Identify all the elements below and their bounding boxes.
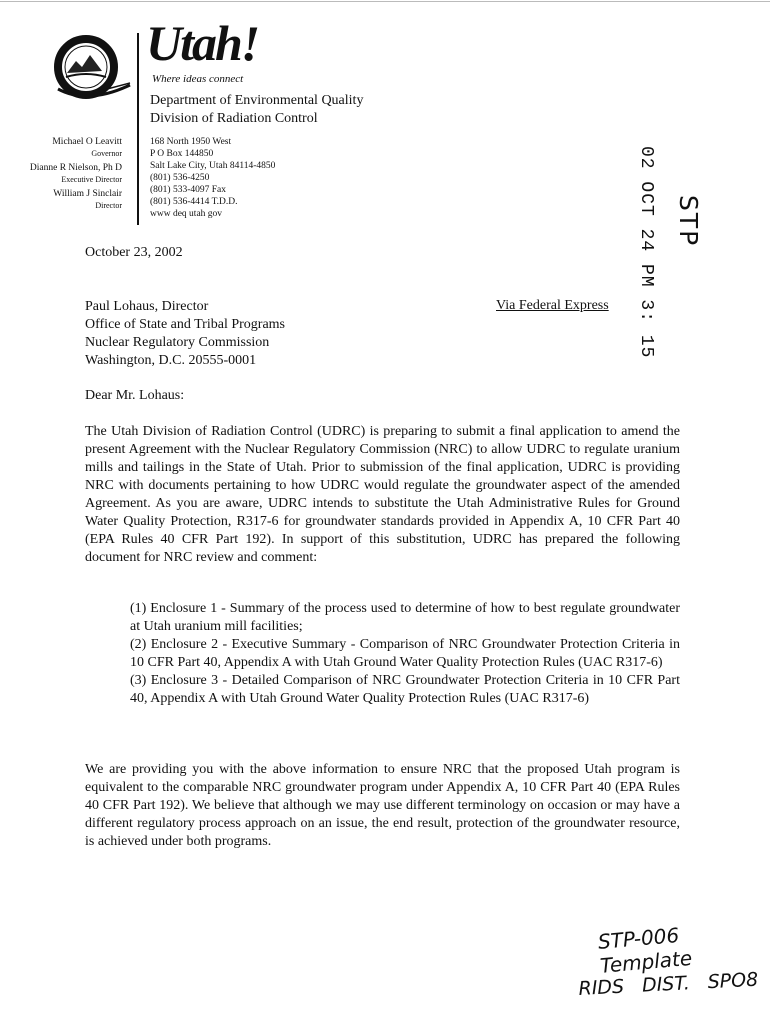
enclosure-item: (3) Enclosure 3 - Detailed Comparison of NRC Groundwater Protection Criteria in 10 CFR Part 40, Appendix A with Utah Ground Water Quality Protection Rules (UAC R317-6)	[130, 673, 680, 706]
page-edge-line	[0, 1, 770, 2]
department-block	[150, 92, 363, 128]
address-city: Salt Lake City, Utah 84114-4850	[150, 161, 276, 171]
officials-list	[0, 137, 122, 215]
address-web: www deq utah gov	[150, 209, 223, 219]
department-name: Department of Environmental Quality	[150, 93, 364, 108]
received-date-stamp: 02 OCT 24 PM 3: 15	[636, 146, 656, 359]
office-stamp: STP	[674, 195, 703, 248]
recipient-line: Office of State and Tribal Programs	[85, 317, 285, 332]
letter-date: October 23, 2002	[85, 245, 183, 260]
body-paragraph-1: The Utah Division of Radiation Control (UDRC) is preparing to submit a final application to amend the present Agreement with the Nuclear Regulatory Commission (NRC) to allow UDRC to regulate uranium mills and tailings in the State of Utah. Prior to submission of the final application, UDRC is providing NRC with documents pertaining to how UDRC would regulate the groundwater aspect of the amended Agreement. As you are aware, UDRC intends to substitute the Utah Administrative Rules for Ground Water Quality Protection, R317-6 for groundwater standards provided in Appendix A, 10 CFR Part 40 (EPA Rules 40 CFR Part 192). In support of this substitution, UDRC has prepared the following document for NRC review and comment:	[85, 424, 680, 565]
recipient-line: Paul Lohaus, Director	[85, 299, 209, 314]
address-po-box: P O Box 144850	[150, 149, 214, 159]
address-phone: (801) 536-4250	[150, 173, 210, 183]
handwritten-word: RIDS	[578, 975, 625, 1000]
recipient-line: Washington, D.C. 20555-0001	[85, 353, 257, 368]
handwritten-word: SPO8	[707, 968, 759, 994]
official-name: Michael O Leavitt	[52, 137, 122, 147]
address-block	[150, 136, 275, 220]
tagline: Where ideas connect	[152, 73, 244, 85]
handwritten-note-template: STP-006 Template	[597, 922, 694, 978]
official-title: Executive Director	[61, 175, 122, 184]
division-name: Division of Radiation Control	[150, 111, 318, 126]
official-name: Dianne R Nielson, Ph D	[29, 163, 122, 173]
letterhead-divider	[137, 33, 139, 225]
recipient-address	[85, 298, 285, 370]
enclosure-item: (1) Enclosure 1 - Summary of the process used to determine of how to best regulate groundwater at Utah uranium mill facilities;	[130, 601, 680, 634]
recipient-line: Nuclear Regulatory Commission	[85, 335, 270, 350]
address-fax: (801) 533-4097 Fax	[150, 185, 226, 195]
salutation: Dear Mr. Lohaus:	[85, 388, 185, 403]
enclosure-list	[130, 600, 680, 708]
utah-logo: Utah!	[146, 15, 259, 71]
official-name: William J Sinclair	[53, 189, 122, 199]
body-paragraph-2: We are providing you with the above information to ensure NRC that the proposed Utah program is equivalent to the comparable NRC groundwater program under Appendix A, 10 CFR Part 40 (EPA Rules 40 CFR Part 192). We believe that although we may use different terminology on occasion or may have a different regulatory process approach on an issue, the end result, protection of the groundwater resource, is achieved under both programs.	[85, 762, 680, 849]
official-title: Director	[95, 201, 122, 210]
enclosure-item: (2) Enclosure 2 - Executive Summary - Comparison of NRC Groundwater Protection Criteria in 10 CFR Part 40, Appendix A with Utah Ground Water Quality Protection Rules (UAC R317-6)	[130, 637, 680, 670]
deq-seal-logo	[52, 33, 132, 103]
address-street: 168 North 1950 West	[150, 137, 232, 147]
address-tdd: (801) 536-4414 T.D.D.	[150, 197, 238, 207]
official-title: Governor	[91, 149, 122, 158]
handwritten-word: DIST.	[641, 972, 691, 997]
delivery-method: Via Federal Express	[496, 298, 609, 313]
